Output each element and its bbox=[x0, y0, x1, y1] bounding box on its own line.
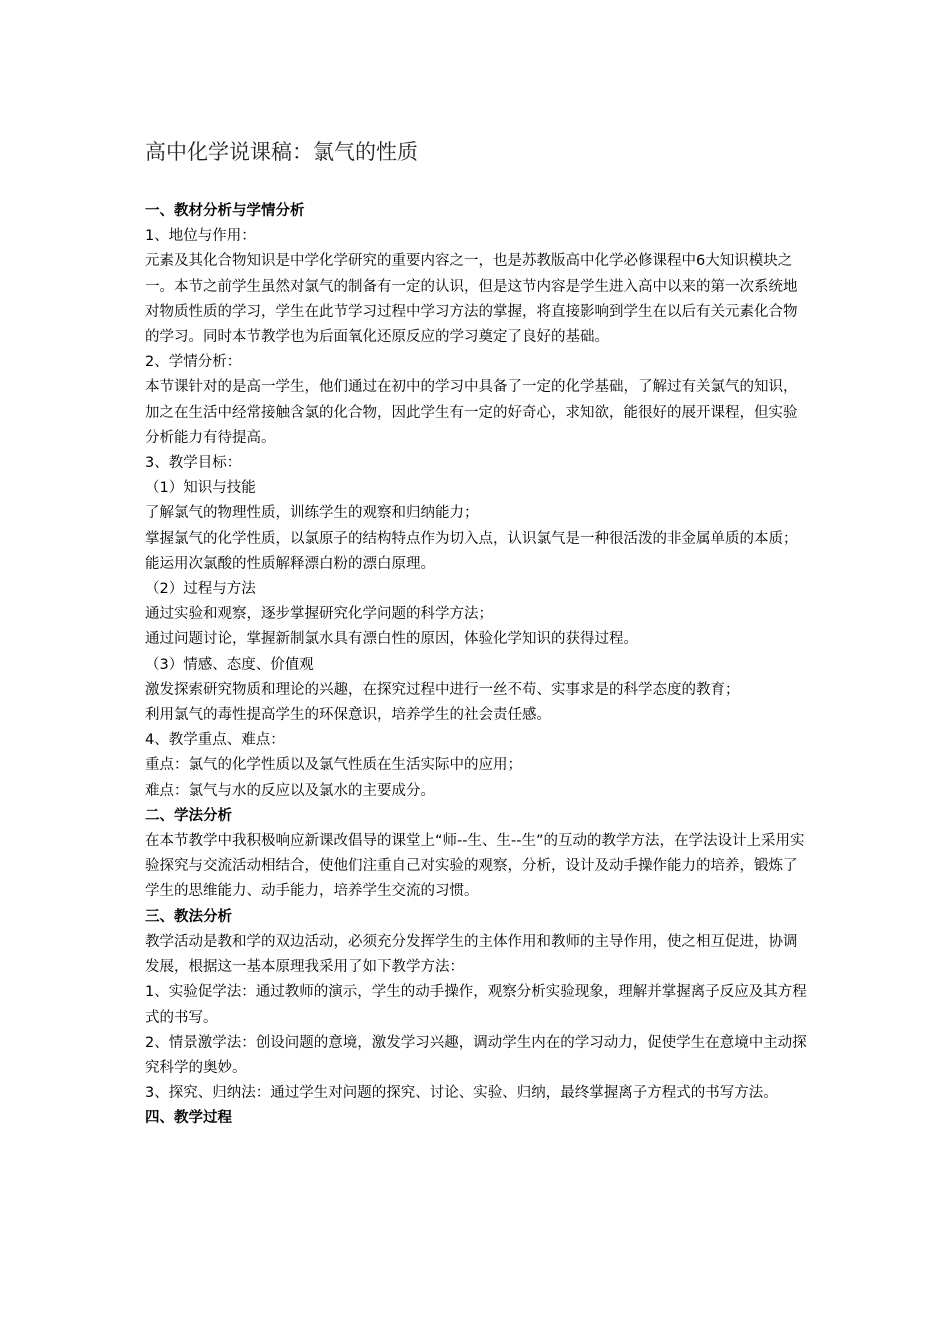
subheading: 3、教学目标： bbox=[145, 455, 242, 472]
paragraph: 本节课针对的是高一学生，他们通过在初中的学习中具备了一定的化学基础，了解过有关氯气的知识，加之在生活中经常接触含氯的化合物，因此学生有一定的好奇心，求知欲，能很好的展开课程，但实验分析能力有待提高。 bbox=[145, 379, 798, 446]
text-line: 通过实验和观察，逐步掌握研究化学问题的科学方法； bbox=[145, 606, 493, 623]
subheading: 4、教学重点、难点： bbox=[145, 732, 285, 749]
subheading: （1）知识与技能 bbox=[145, 480, 256, 497]
section-heading: 二、学法分析 bbox=[145, 807, 232, 824]
paragraph: 3、探究、归纳法：通过学生对问题的探究、讨论、实验、归纳，最终掌握离子方程式的书写方法。 bbox=[145, 1085, 778, 1102]
text-line: 重点：氯气的化学性质以及氯气性质在生活实际中的应用； bbox=[145, 757, 522, 774]
text-line: 了解氯气的物理性质，训练学生的观察和归纳能力； bbox=[145, 505, 479, 522]
paragraph: 激发探索研究物质和理论的兴趣，在探究过程中进行一丝不苟、实事求是的科学态度的教育； bbox=[145, 681, 740, 698]
subheading: （3）情感、态度、价值观 bbox=[145, 656, 314, 673]
section-heading: 一、教材分析与学情分析 bbox=[145, 203, 305, 219]
paragraph: 在本节教学中我积极响应新课改倡导的课堂上“师--生、生--生”的互动的教学方法，在学法设计上采用实验探究与交流活动相结合，使他们注重自己对实验的观察，分析，设计及动手操作能力的培养，锻炼了学生的思维能力、动手能力，培养学生交流的习惯。 bbox=[145, 833, 805, 900]
paragraph: 2、情景激学法：创设问题的意境，激发学习兴趣，调动学生内在的学习动力，促使学生在意境中主动探究科学的奥妙。 bbox=[145, 1034, 807, 1076]
text-line: 能运用次氯酸的性质解释漂白粉的漂白原理。 bbox=[145, 555, 435, 572]
section-heading: 四、教学过程 bbox=[145, 1110, 232, 1127]
subheading: 1、地位与作用： bbox=[145, 228, 256, 245]
subheading: 2、学情分析： bbox=[145, 354, 242, 371]
text-line: 难点：氯气与水的反应以及氯水的主要成分。 bbox=[145, 782, 435, 799]
paragraph: 元素及其化合物知识是中学化学研究的重要内容之一，也是苏教版高中化学必修课程中6大知识模块之一。本节之前学生虽然对氯气的制备有一定的认识，但是这节内容是学生进入高中以来的第一次系统地对物质性质的学习，学生在此节学习过程中学习方法的掌握，将直接影响到学生在以后有关元素化合物的学习。同时本节教学也为后面氧化还原反应的学习奠定了良好的基础。 bbox=[145, 253, 798, 346]
text-line: 利用氯气的毒性提高学生的环保意识，培养学生的社会责任感。 bbox=[145, 707, 551, 724]
paragraph: 掌握氯气的化学性质，以氯原子的结构特点作为切入点，认识氯气是一种很活泼的非金属单质的本质； bbox=[145, 530, 798, 547]
section-heading: 三、教法分析 bbox=[145, 908, 232, 925]
document-title: 高中化学说课稿：氯气的性质 bbox=[145, 140, 418, 164]
text-line: 通过问题讨论，掌握新制氯水具有漂白性的原因，体验化学知识的获得过程。 bbox=[145, 631, 638, 648]
paragraph: 1、实验促学法：通过教师的演示，学生的动手操作，观察分析实验现象，理解并掌握离子反应及其方程式的书写。 bbox=[145, 984, 807, 1026]
paragraph: 教学活动是教和学的双边活动，必须充分发挥学生的主体作用和教师的主导作用，使之相互促进，协调发展，根据这一基本原理我采用了如下教学方法： bbox=[145, 933, 798, 976]
document-page bbox=[145, 137, 810, 1132]
subheading: （2）过程与方法 bbox=[145, 581, 256, 598]
document-body bbox=[145, 199, 810, 1132]
